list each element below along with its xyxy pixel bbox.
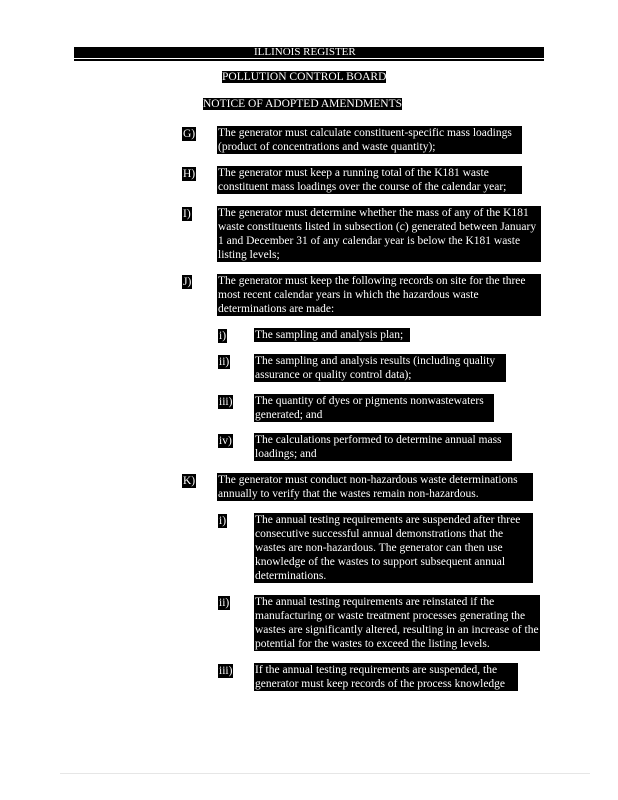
item-text: The generator must keep the following records on site for the three most recent calendar years in which the hazardous waste determinations are made: <box>217 274 541 316</box>
subitem-label: iii) <box>219 396 233 408</box>
item-text: The generator must conduct non-hazardous waste determinations annually to verify that the wastes remain non-hazardous. <box>217 473 533 501</box>
subitem-label: iii) <box>219 665 233 677</box>
subitem-label: i) <box>219 330 227 342</box>
subitem-label: iv) <box>219 435 232 447</box>
header-rule <box>74 59 544 61</box>
item-label: G) <box>183 128 196 140</box>
subitem-text: The calculations performed to determine annual mass loadings; and <box>254 433 512 461</box>
page-footer-rule <box>60 773 590 774</box>
notice-title: NOTICE OF ADOPTED AMENDMENTS <box>203 98 403 110</box>
item-text: The generator must calculate constituent-specific mass loadings (product of concentrations and waste quantity); <box>217 126 522 154</box>
subitem-label: i) <box>219 515 227 527</box>
subitem-text: The sampling and analysis plan; <box>254 328 410 342</box>
subitem-text: If the annual testing requirements are suspended, the generator must keep records of the process knowledge <box>254 663 518 691</box>
board-title: POLLUTION CONTROL BOARD <box>222 71 387 83</box>
item-label: I) <box>183 208 191 220</box>
subitem-label: ii) <box>219 356 230 368</box>
subitem-text: The quantity of dyes or pigments nonwastewaters generated; and <box>254 394 494 422</box>
item-label: J) <box>183 276 192 288</box>
item-label: K) <box>183 475 196 487</box>
subitem-label: ii) <box>219 597 230 609</box>
subitem-text: The sampling and analysis results (including quality assurance or quality control data); <box>254 354 506 382</box>
item-text: The generator must determine whether the mass of any of the K181 waste constituents listed in subsection (c) generated between January 1 and December 31 of any calendar year is below the K181 waste listing levels; <box>217 206 541 262</box>
register-title: ILLINOIS REGISTER <box>254 46 356 58</box>
subitem-text: The annual testing requirements are reinstated if the manufacturing or waste treatment processes generating the wastes are significantly altered, resulting in an increase of the potential for the wastes to exceed the listing levels. <box>255 596 539 650</box>
item-text: The generator must keep a running total of the K181 waste constituent mass loadings over the course of the calendar year; <box>217 166 522 194</box>
item-label: H) <box>183 168 196 180</box>
register-header-bar <box>74 47 544 58</box>
subitem-text: The annual testing requirements are suspended after three consecutive successful annual demonstrations that the wastes are non-hazardous. The generator can then use knowledge of the wastes to support subsequent annual determinations. <box>254 513 533 583</box>
